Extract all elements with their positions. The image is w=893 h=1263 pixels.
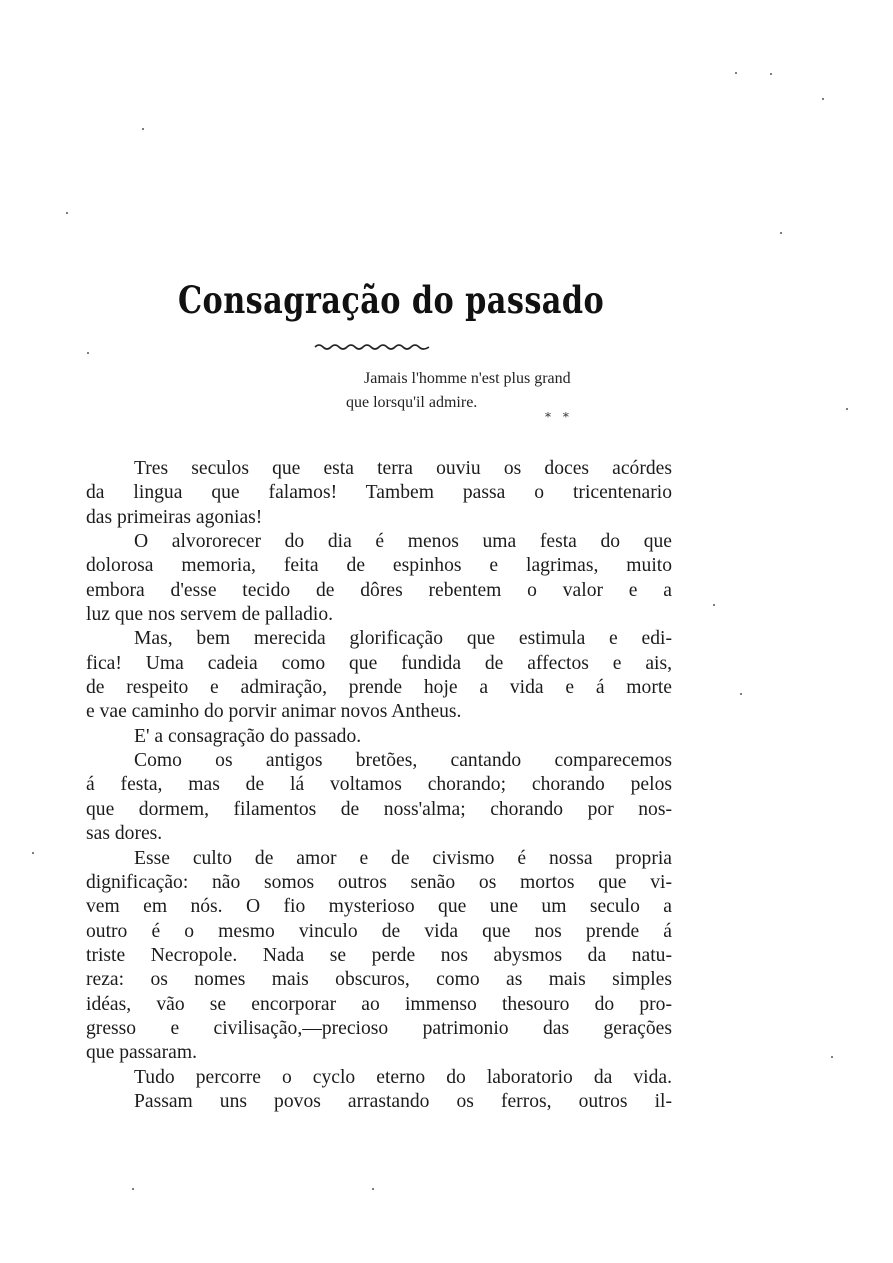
text-line: Mas, bem merecida glorificação que estimula e edi- bbox=[134, 628, 672, 650]
text-line: Esse culto de amor e de civismo é nossa propria bbox=[134, 847, 672, 869]
scan-speck bbox=[87, 352, 89, 354]
page-title: Consagração do passado bbox=[178, 278, 605, 322]
text-line: e vae caminho do porvir animar novos Antheus. bbox=[86, 701, 462, 723]
text-line: vem em nós. O fio mysterioso que une um seculo a bbox=[86, 896, 672, 918]
scan-speck bbox=[740, 693, 742, 695]
text-line: das primeiras agonias! bbox=[86, 506, 263, 528]
scan-speck bbox=[142, 128, 144, 130]
title-ornament bbox=[313, 340, 431, 352]
epigraph-line: que lorsqu'il admire. bbox=[346, 394, 478, 411]
scan-speck bbox=[713, 604, 715, 606]
text-line: fica! Uma cadeia como que fundida de affectos e ais, bbox=[86, 652, 672, 674]
text-line: triste Necropole. Nada se perde nos abysmos da natu- bbox=[86, 944, 672, 966]
scan-speck bbox=[132, 1188, 134, 1190]
scan-speck bbox=[780, 232, 782, 234]
text-line: que dormem, filamentos de noss'alma; chorando por nos- bbox=[86, 798, 672, 820]
scan-speck bbox=[831, 1056, 833, 1058]
text-line: Passam uns povos arrastando os ferros, outros il- bbox=[134, 1090, 672, 1112]
text-line: E' a consagração do passado. bbox=[134, 725, 362, 747]
text-line: Como os antigos bretões, cantando comparecemos bbox=[134, 750, 672, 772]
text-line: O alvororecer do dia é menos uma festa do que bbox=[134, 531, 672, 553]
epigraph-line: Jamais l'homme n'est plus grand bbox=[364, 370, 571, 387]
text-line: embora d'esse tecido de dôres rebentem o valor e a bbox=[86, 579, 672, 601]
text-line: que passaram. bbox=[86, 1042, 197, 1064]
text-line: outro é o mesmo vinculo de vida que nos prende á bbox=[86, 920, 672, 942]
text-line: Tudo percorre o cyclo eterno do laboratorio da vida. bbox=[134, 1066, 672, 1088]
scan-speck bbox=[822, 98, 824, 100]
text-line: reza: os nomes mais obscuros, como as mais simples bbox=[86, 969, 672, 991]
scan-speck bbox=[846, 408, 848, 410]
text-line: idéas, vão se encorporar ao immenso thesouro do pro- bbox=[86, 993, 672, 1015]
scan-speck bbox=[66, 212, 68, 214]
scan-speck bbox=[372, 1188, 374, 1190]
text-line: da lingua que falamos! Tambem passa o tricentenario bbox=[86, 482, 672, 504]
text-line: Tres seculos que esta terra ouviu os doces acórdes bbox=[134, 458, 672, 479]
epigraph bbox=[330, 367, 675, 415]
body-text bbox=[86, 457, 672, 1114]
text-line: gresso e civilisação,—precioso patrimonio das gerações bbox=[86, 1017, 672, 1039]
text-line: de respeito e admiração, prende hoje a vida e á morte bbox=[86, 677, 672, 699]
scan-speck bbox=[32, 852, 34, 854]
epigraph-mark: * * bbox=[545, 410, 573, 424]
text-line: á festa, mas de lá voltamos chorando; chorando pelos bbox=[86, 774, 672, 796]
scan-speck bbox=[770, 73, 772, 75]
text-line: sas dores. bbox=[86, 823, 163, 845]
text-line: dignificação: não somos outros senão os mortos que vi- bbox=[86, 871, 672, 893]
text-line: dolorosa memoria, feita de espinhos e lagrimas, muito bbox=[86, 555, 672, 577]
text-line: luz que nos servem de palladio. bbox=[86, 604, 334, 626]
scan-speck bbox=[735, 72, 737, 74]
